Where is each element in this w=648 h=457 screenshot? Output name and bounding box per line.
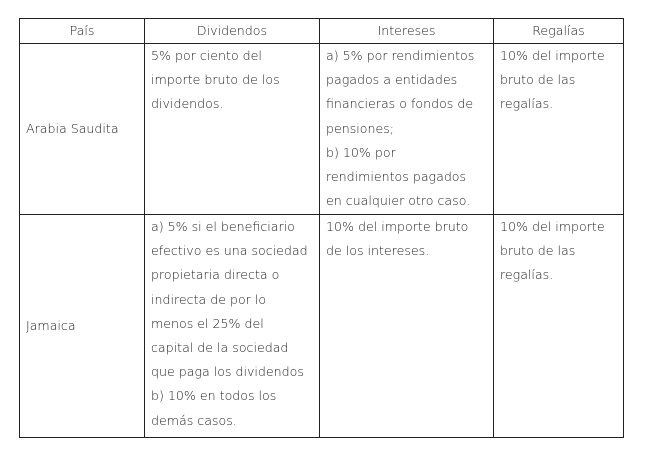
cell-line: a) 5% por rendimientos <box>326 48 475 63</box>
cell-line: menos el 25% del <box>151 315 264 331</box>
country-cell: Jamaica <box>20 215 145 438</box>
dividendos-cell <box>145 44 320 215</box>
cell-line: demás casos. <box>151 412 237 428</box>
cell-line: bruto de las <box>500 72 576 88</box>
cell-line: importe bruto de los <box>151 72 280 88</box>
cell-line: rendimientos pagados <box>326 169 467 185</box>
cell-line: 10% del importe <box>500 219 605 234</box>
table-row-arabia-saudita <box>20 44 624 215</box>
cell-line: bruto de las <box>500 243 576 259</box>
cell-line: pensiones; <box>326 120 395 136</box>
cell-line: b) 10% en todos los <box>151 388 277 404</box>
regalias-cell <box>494 44 624 215</box>
cell-line: b) 10% por <box>326 144 396 160</box>
cell-line: indirecta de por lo <box>151 291 267 307</box>
country-cell: Arabia Saudita <box>20 44 145 215</box>
intereses-cell <box>320 215 494 438</box>
header-dividendos: Dividendos <box>145 19 320 44</box>
dividendos-cell <box>145 215 320 438</box>
cell-line: a) 5% si el beneficiario <box>151 219 295 234</box>
cell-line: 10% del importe <box>500 48 605 63</box>
cell-line: capital de la sociedad <box>151 340 289 356</box>
tax-rates-table <box>19 18 624 438</box>
cell-line: propietaria directa o <box>151 267 280 283</box>
header-intereses: Intereses <box>320 19 494 44</box>
cell-line: financieras o fondos de <box>326 96 474 112</box>
cell-line: en cualquier otro caso. <box>326 193 471 209</box>
header-row <box>20 19 624 44</box>
header-regalias: Regalías <box>494 19 624 44</box>
table-row-jamaica <box>20 215 624 438</box>
regalias-cell <box>494 215 624 438</box>
cell-line: dividendos. <box>151 96 224 112</box>
cell-line: regalías. <box>500 267 554 283</box>
header-pais: País <box>20 19 145 44</box>
cell-line: regalías. <box>500 96 554 112</box>
cell-line: 5% por ciento del <box>151 48 262 63</box>
cell-line: efectivo es una sociedad <box>151 243 308 259</box>
cell-line: que paga los dividendos <box>151 364 304 380</box>
cell-line: de los intereses. <box>326 243 430 259</box>
intereses-cell <box>320 44 494 215</box>
cell-line: 10% del importe bruto <box>326 219 469 234</box>
cell-line: pagados a entidades <box>326 72 458 88</box>
